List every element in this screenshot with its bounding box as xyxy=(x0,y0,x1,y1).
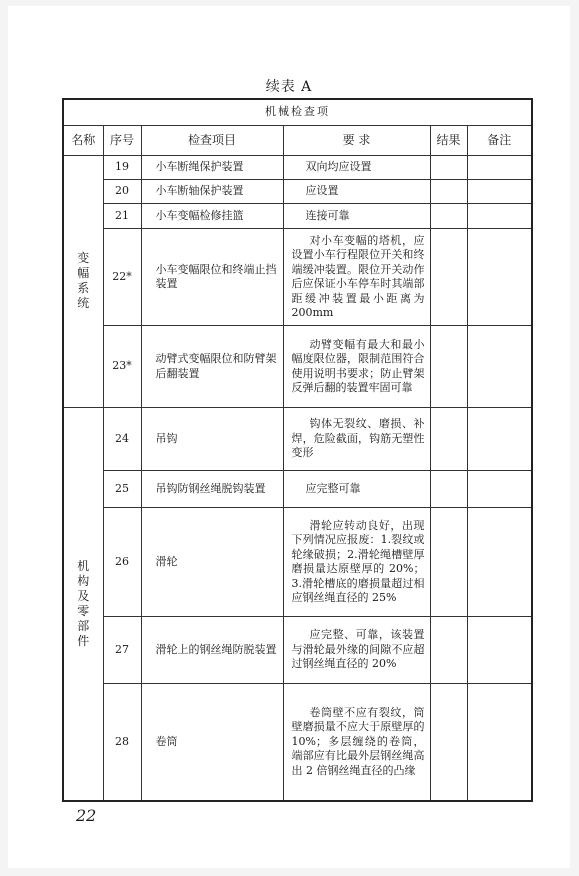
item-cell: 小车变幅检修挂篮 xyxy=(141,204,283,229)
result-cell[interactable] xyxy=(430,204,467,229)
seq-cell: 25 xyxy=(103,471,141,508)
remark-cell[interactable] xyxy=(467,471,532,508)
remark-cell[interactable] xyxy=(467,156,532,180)
table-row xyxy=(63,326,532,408)
requirement-cell: 卷筒壁不应有裂纹，筒壁磨损量不应大于原壁厚的 10%；多层缠绕的卷筒，端部应有比最外层钢丝绳高出 2 倍钢丝绳直径的凸缘 xyxy=(283,684,430,801)
table-row xyxy=(63,180,532,204)
remark-cell[interactable] xyxy=(467,684,532,801)
table-row xyxy=(63,156,532,180)
table-row xyxy=(63,229,532,326)
seq-cell: 27 xyxy=(103,617,141,684)
seq-cell: 22* xyxy=(103,229,141,326)
requirement-cell: 应完整、可靠，该装置与滑轮最外缘的间隙不应超过钢丝绳直径的 20% xyxy=(283,617,430,684)
header-requirement: 要 求 xyxy=(283,126,430,156)
item-cell: 吊钩防钢丝绳脱钩装置 xyxy=(141,471,283,508)
seq-cell: 20 xyxy=(103,180,141,204)
inspection-table xyxy=(62,98,533,802)
item-cell: 动臂式变幅限位和防臂架后翻装置 xyxy=(141,326,283,408)
table-row xyxy=(63,684,532,801)
item-cell: 小车断绳保护装置 xyxy=(141,156,283,180)
remark-cell[interactable] xyxy=(467,180,532,204)
requirement-cell: 应设置 xyxy=(283,180,430,204)
document-page xyxy=(8,6,570,868)
item-cell: 小车变幅限位和终端止挡装置 xyxy=(141,229,283,326)
requirement-cell: 应完整可靠 xyxy=(283,471,430,508)
category-label: 机构及零部件 xyxy=(77,558,90,648)
header-result: 结果 xyxy=(430,126,467,156)
seq-cell: 21 xyxy=(103,204,141,229)
category-cell xyxy=(63,156,103,408)
item-cell: 滑轮上的钢丝绳防脱装置 xyxy=(141,617,283,684)
header-seq: 序号 xyxy=(103,126,141,156)
remark-cell[interactable] xyxy=(467,508,532,617)
requirement-cell: 对小车变幅的塔机，应设置小车行程限位开关和终端缓冲装置。限位开关动作后应保证小车停车时其端部距缓冲装置最小距离为 200mm xyxy=(283,229,430,326)
result-cell[interactable] xyxy=(430,617,467,684)
result-cell[interactable] xyxy=(430,180,467,204)
requirement-cell: 连接可靠 xyxy=(283,204,430,229)
seq-cell: 26 xyxy=(103,508,141,617)
seq-cell: 23* xyxy=(103,326,141,408)
remark-cell[interactable] xyxy=(467,617,532,684)
category-label: 变幅系统 xyxy=(77,251,90,311)
seq-cell: 19 xyxy=(103,156,141,180)
table-row xyxy=(63,204,532,229)
result-cell[interactable] xyxy=(430,229,467,326)
table-row xyxy=(63,508,532,617)
result-cell[interactable] xyxy=(430,471,467,508)
header-name: 名称 xyxy=(63,126,103,156)
table-row xyxy=(63,617,532,684)
remark-cell[interactable] xyxy=(467,408,532,471)
result-cell[interactable] xyxy=(430,156,467,180)
requirement-cell: 动臂变幅有最大和最小幅度限位器，限制范围符合使用说明书要求；防止臂架反弹后翻的装置牢固可靠 xyxy=(283,326,430,408)
requirement-cell: 滑轮应转动良好，出现下列情况应报废：1.裂纹或轮缘破损；2.滑轮绳槽壁厚磨损量达原壁厚的 20%；3.滑轮槽底的磨损量超过相应钢丝绳直径的 25% xyxy=(283,508,430,617)
item-cell: 卷筒 xyxy=(141,684,283,801)
header-row xyxy=(63,126,532,156)
category-cell xyxy=(63,408,103,801)
remark-cell[interactable] xyxy=(467,326,532,408)
result-cell[interactable] xyxy=(430,508,467,617)
item-cell: 吊钩 xyxy=(141,408,283,471)
requirement-cell: 双向均应设置 xyxy=(283,156,430,180)
requirement-cell: 钩体无裂纹、磨损、补焊，危险截面，钩筋无塑性变形 xyxy=(283,408,430,471)
table-caption: 续表 A xyxy=(265,79,313,95)
seq-cell: 28 xyxy=(103,684,141,801)
header-remark: 备注 xyxy=(467,126,532,156)
remark-cell[interactable] xyxy=(467,204,532,229)
section-title: 机械检查项 xyxy=(63,99,532,126)
seq-cell: 24 xyxy=(103,408,141,471)
table-row xyxy=(63,408,532,471)
result-cell[interactable] xyxy=(430,684,467,801)
section-title-row xyxy=(63,99,532,126)
table-row xyxy=(63,471,532,508)
remark-cell[interactable] xyxy=(467,229,532,326)
item-cell: 滑轮 xyxy=(141,508,283,617)
item-cell: 小车断轴保护装置 xyxy=(141,180,283,204)
header-item: 检查项目 xyxy=(141,126,283,156)
result-cell[interactable] xyxy=(430,408,467,471)
page-number: 22 xyxy=(76,806,97,825)
result-cell[interactable] xyxy=(430,326,467,408)
